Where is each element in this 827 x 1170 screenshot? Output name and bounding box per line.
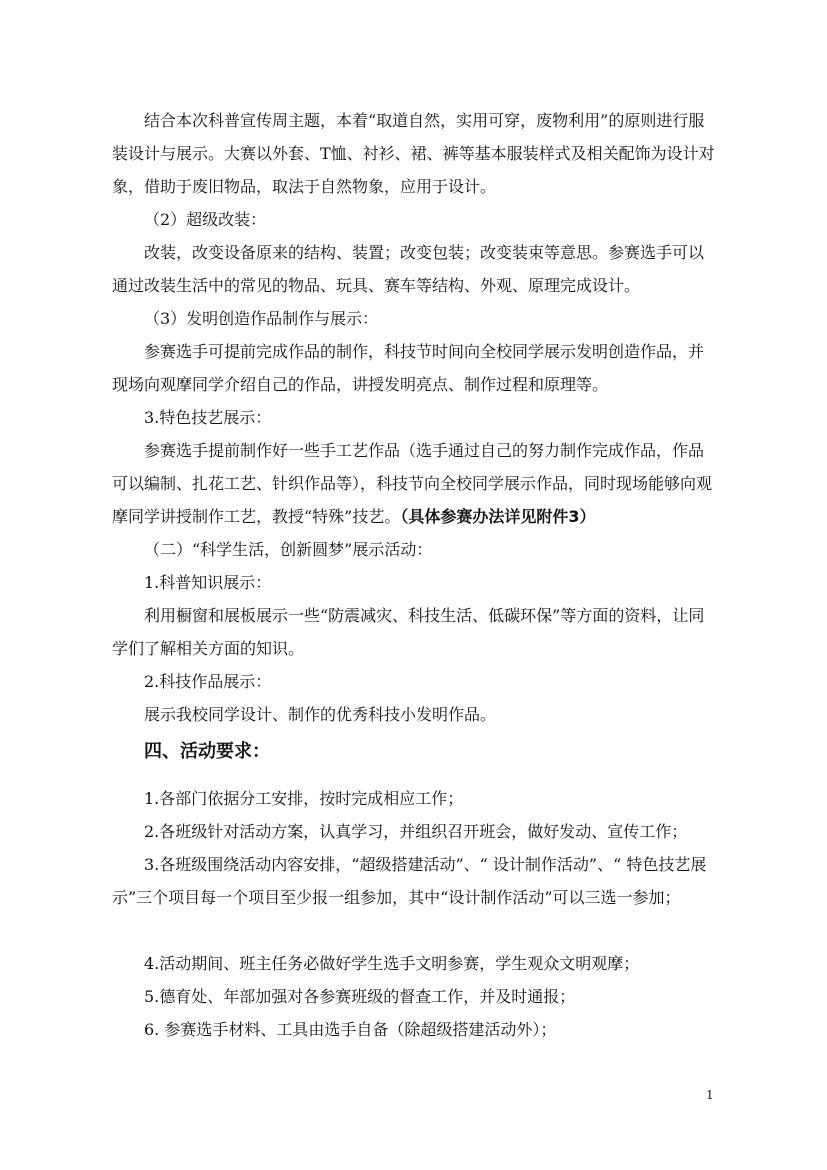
requirement-item-6: 6. 参赛选手材料、工具由选手自备（除超级搭建活动外）；: [144, 1020, 557, 1039]
requirement-item-5: 5.德育处、年部加强对各参赛班级的督查工作，并及时通报；: [144, 987, 576, 1006]
section-heading-requirements: 四、活动要求：: [144, 741, 270, 762]
subheading-super-modification: （2）超级改装：: [144, 210, 267, 229]
requirement-item-3: 3.各班级围绕活动内容安排，“超级搭建活动”、“ 设计制作活动”、“ 特色技艺展示”三个项目每一个项目至少报一组参加，其中“设计制作活动”可以三选一参加；: [112, 855, 707, 907]
paragraph-special-skills: [112, 434, 718, 533]
subheading-tech-works: 2.科技作品展示：: [144, 672, 272, 691]
requirement-item-1: 1.各部门依据分工安排，按时完成相应工作；: [144, 789, 464, 808]
paragraph-super-modification: 改装，改变设备原来的结构、装置；改变包装；改变装束等意思。参赛选手可以通过改装生活中的常见的物品、玩具、赛车等结构、外观、原理完成设计。: [112, 243, 705, 295]
special-skills-text: 参赛选手提前制作好一些手工艺作品（选手通过自己的努力制作完成作品，作品可以编制、扎花工艺、针织作品等），科技节向全校同学展示作品，同时现场能够向观摩同学讲授制作工艺，教授“特殊”技艺。: [112, 441, 713, 526]
subheading-invention-works: （3）发明创造作品制作与展示：: [144, 309, 379, 328]
subheading-special-skills: 3.特色技艺展示：: [144, 408, 272, 427]
subheading-science-life: （二）“科学生活，创新圆梦”展示活动：: [144, 540, 433, 559]
subheading-science-knowledge: 1.科普知识展示：: [144, 573, 272, 592]
paragraph-costume-design: 结合本次科普宣传周主题，本着“取道自然，实用可穿，废物利用”的原则进行服装设计与展示。大赛以外套、T恤、衬衫、裙、裤等基本服装样式及相关配饰为设计对象，借助于废旧物品，取法于自然物象，应用于设计。: [112, 111, 715, 196]
requirement-item-4: 4.活动期间、班主任务必做好学生选手文明参赛，学生观众文明观摩；: [144, 954, 640, 973]
paragraph-invention-works: 参赛选手可提前完成作品的制作，科技节时间向全校同学展示发明创造作品，并现场向观摩同学介绍自己的作品，讲授发明亮点、制作过程和原理等。: [112, 342, 705, 394]
paragraph-tech-works: 展示我校同学设计、制作的优秀科技小发明作品。: [144, 705, 497, 724]
requirement-item-2: 2.各班级针对活动方案，认真学习，并组织召开班会，做好发动、宣传工作；: [144, 822, 688, 841]
page-number: 1: [706, 1088, 714, 1102]
paragraph-science-knowledge: 利用橱窗和展板展示一些“防震减灾、科技生活、低碳环保”等方面的资料，让同学们了解相关方面的知识。: [112, 606, 705, 658]
attachment-note: （具体参赛办法详见附件3）: [400, 507, 596, 526]
